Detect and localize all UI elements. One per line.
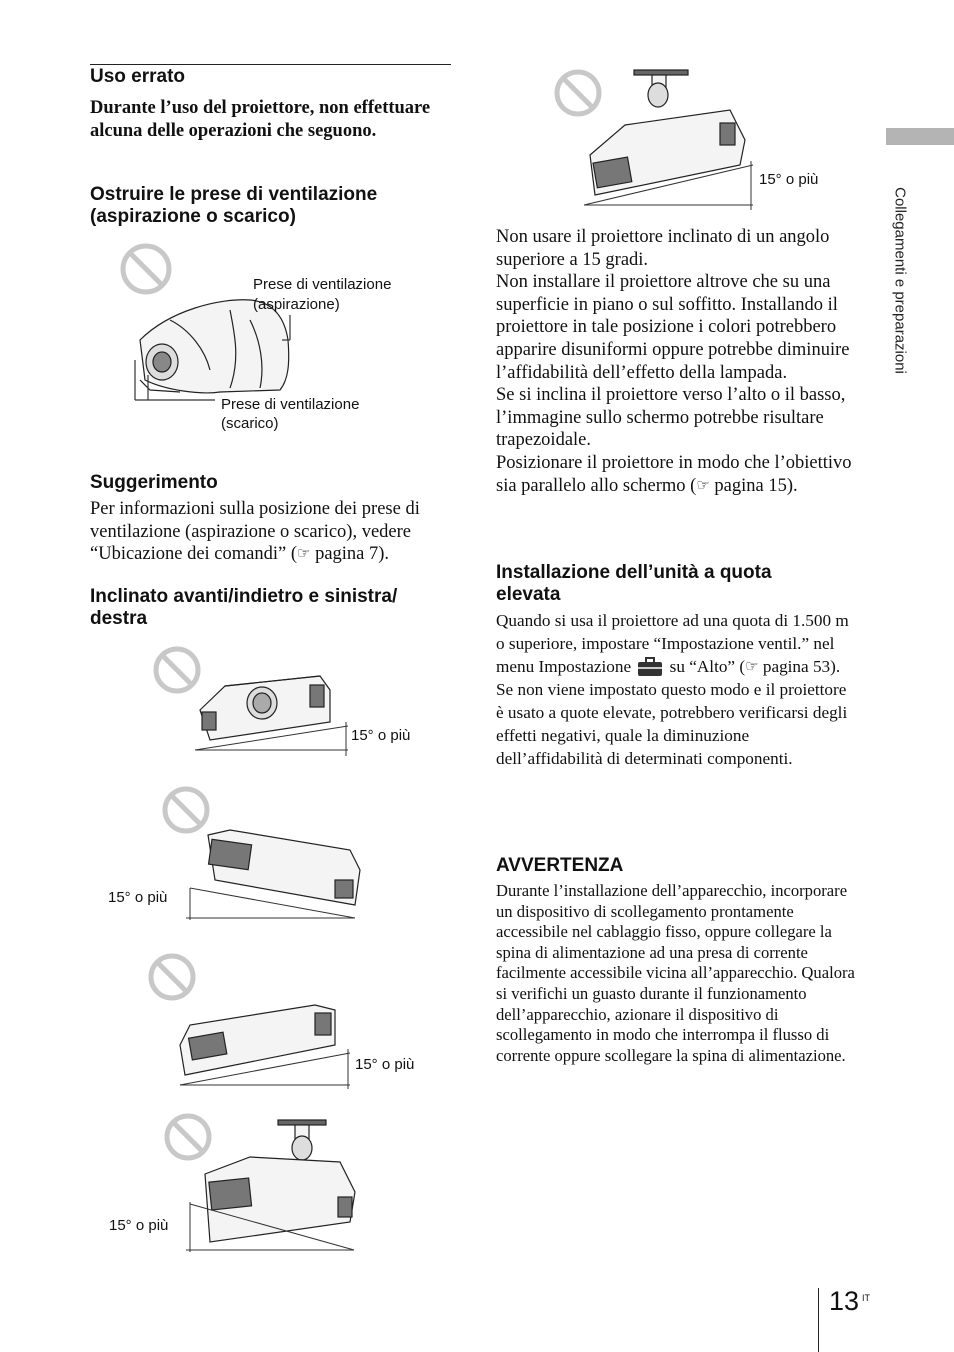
tilt-figure-ceiling <box>150 1112 380 1262</box>
angle-label-4: 15° o più <box>109 1217 169 1234</box>
exhaust-label-2: (scarico) <box>221 415 279 432</box>
tip-text-part1: Per informazioni sulla posizione dei prese di ventilazione (aspirazione o scarico), vedere “Ubicazione dei comandi” ( <box>90 499 420 565</box>
angle-label-3: 15° o più <box>355 1056 415 1073</box>
altitude-text-2: su “Alto” ( <box>665 657 746 676</box>
tilt-figure-side-right <box>140 945 370 1095</box>
tilt-text-2: Non installare il proiettore altrove che su una superficie in piano o sul soffitto. Installando il proiettore in tale posizione i colori potrebbero apparire disuniformi oppure potrebbe diminuire l’affidabilità dell’effetto della lampada. <box>496 272 850 383</box>
page-lang: IT <box>862 1293 870 1303</box>
prohibition-icon <box>167 1116 209 1158</box>
prohibition-icon <box>123 246 169 292</box>
tip-text-part2: pagina 7). <box>310 544 390 565</box>
title-rule <box>90 64 451 65</box>
angle-label-1: 15° o più <box>351 727 411 744</box>
section-tab <box>886 128 954 145</box>
tilt-paragraph <box>496 226 858 497</box>
warning-heading: AVVERTENZA <box>496 855 624 876</box>
section-title: Uso errato <box>90 66 186 87</box>
tilt-figure-side-left <box>150 780 380 930</box>
intake-label-2: (aspirazione) <box>253 296 340 313</box>
page-number: 13 <box>829 1286 860 1316</box>
pointing-hand-icon: ☞ <box>745 659 759 675</box>
prohibition-icon <box>151 956 193 998</box>
tilt-heading-line2: destra <box>90 608 148 629</box>
prohibition-icon <box>156 649 198 691</box>
pointing-hand-icon: ☞ <box>297 546 311 563</box>
tilt-text-4b: pagina 15). <box>709 475 798 496</box>
vent-heading: Ostruire le prese di ventilazione (aspirazione o scarico) <box>90 184 378 227</box>
toolbox-icon <box>635 656 665 676</box>
prohibition-icon <box>165 789 207 831</box>
tip-heading: Suggerimento <box>90 472 218 493</box>
exhaust-label-1: Prese di ventilazione <box>221 396 360 413</box>
warning-text: Durante l’installazione dell’apparecchio, incorporare un dispositivo di scollegamento prontamente accessibile nel cablaggio fisso, oppure collegare la spina di alimentazione ad una presa di corrente facilmente accessibile vicina all’apparecchio. Qualora si verifichi un guasto durante il funzionamento dell’apparecchio, azionare il dispositivo di scollegamento in modo che interrompa il flusso di corrente oppure scollegare la spina di alimentazione. <box>496 881 855 1065</box>
angle-label-top: 15° o più <box>759 171 819 188</box>
intro-text: Durante l’uso del proiettore, non effettuare alcuna delle operazioni che seguono. <box>90 98 431 141</box>
intake-label-1: Prese di ventilazione <box>253 276 392 293</box>
tilt-text-4a: Posizionare il proiettore in modo che l’obiettivo sia parallelo allo schermo ( <box>496 452 852 496</box>
altitude-text <box>496 609 858 770</box>
tilt-heading-line1: Inclinato avanti/indietro e sinistra/ <box>90 586 398 607</box>
tip-text <box>90 498 452 566</box>
tilt-text-3: Se si inclina il proiettore verso l’alto o il basso, l’immagine sullo schermo potrebbe risultare trapezoidale. <box>496 385 846 451</box>
pointing-hand-icon: ☞ <box>696 477 710 494</box>
tilt-text-4 <box>496 452 858 497</box>
tilt-figure-ceiling-top <box>550 65 780 215</box>
altitude-text-3: pagina 53). Se non viene impostato questo modo e il proiettore è usato a quote elevate, potrebbero verificarsi degli effetti negativi, quale la diminuzione dell’affidabilità di determinati componenti. <box>496 657 848 768</box>
angle-label-2: 15° o più <box>108 889 168 906</box>
prohibition-icon <box>557 72 599 114</box>
section-side-label: Collegamenti e preparazioni <box>891 187 909 374</box>
tilt-text-1: Non usare il proiettore inclinato di un angolo superiore a 15 gradi. <box>496 227 830 270</box>
altitude-text-1: Quando si usa il proiettore ad una quota di 1.500 m o superiore, impostare “Impostazione ventil.” nel menu Impostazione <box>496 611 849 676</box>
altitude-heading: Installazione dell’unità a quota elevata <box>496 562 772 605</box>
page-number-rule <box>818 1288 819 1352</box>
